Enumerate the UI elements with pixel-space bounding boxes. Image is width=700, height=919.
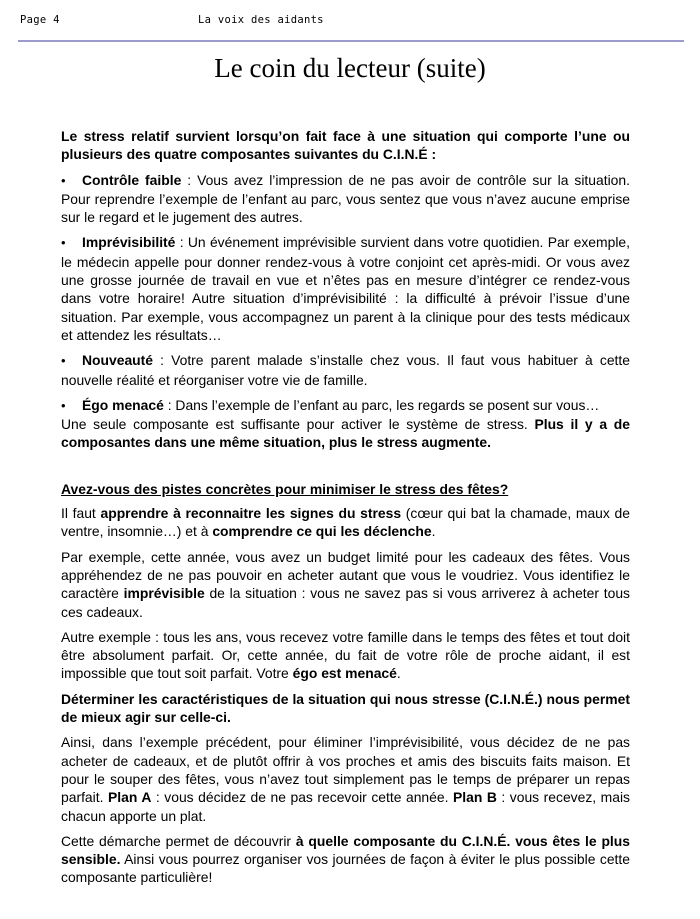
bullet-icon: • (61, 235, 66, 251)
component-item: • Imprévisibilité : Un événement imprévisible survient dans votre quotidien. Par exemple, le médecin appelle pour donner rendez-vous à votre conjoint cet après-midi. Or vous avez une grosse journée de travail en vue et n’êtes pas en mesure d’intégrer ce rendez-vous dans votre horaire! Autre situation d’imprévisibilité : la difficulté à prévoir l’issue d’une situation. Par exemple, vous accompagnez un parent à la clinique pour des tests médicaux et attendez les résultats… (61, 234, 630, 343)
example-paragraph: Par exemple, cette année, vous avez un budget limité pour les cadeaux des fêtes. Vous appréhendez de ne pas pouvoir en acheter autant que vous le voudriez. Vous identifiez le caractère imprévisible de la situation : vous ne savez pas si vous arriverez à acheter tous ces cadeaux. (61, 548, 631, 620)
section-heading: Avez-vous des pistes concrètes pour minimiser le stress des fêtes? (61, 480, 509, 497)
example-paragraph: Autre exemple : tous les ans, vous recevez votre famille dans le temps des fêtes et tout doit être absolument parfait. Or, cette année, du fait de votre rôle de proche aidant, il est impossible que tout soit parfait. Votre égo est menacé. (61, 628, 630, 682)
recognize-paragraph: Il faut apprendre à reconnaitre les signes du stress (cœur qui bat la chamade, maux de ventre, insomnie…) et à comprendre ce qui les déclenche. (61, 505, 630, 540)
bullet-icon: • (61, 353, 66, 369)
component-item: • Nouveauté : Votre parent malade s’installe chez vous. Il faut vous habituer à cette nouvelle réalité et réorganiser votre vie de famille. (61, 352, 630, 388)
page-number: Page 4 (20, 14, 60, 26)
determine-paragraph: Déterminer les caractéristiques de la situation qui nous stresse (C.I.N.É.) nous permet de mieux agir sur celle-ci. (61, 690, 630, 726)
bullet-icon: • (61, 172, 66, 188)
intro-paragraph: Le stress relatif survient lorsqu’on fait face à une situation qui comporte l’une ou plusieurs des quatre composantes suivantes du C.I.N.É : (61, 128, 630, 163)
page-title: Le coin du lecteur (suite) (214, 53, 486, 83)
plans-paragraph: Ainsi, dans l’exemple précédent, pour éliminer l’imprévisibilité, vous décidez de ne pas acheter de cadeaux, et de plutôt offrir à vos proches et amis des biscuits faits maison. Et pour le souper des fêtes, vous n’avez tout simplement pas le temps de préparer un repas parfait. Plan A : vous décidez de ne pas recevoir cette année. Plan B : vous recevez, mais chacun apporte un plat. (61, 734, 630, 824)
single-component-paragraph: Une seule composante est suffisante pour activer le système de stress. Plus il y a de composantes dans une même situation, plus le stress augmente. (61, 416, 630, 451)
component-item: • Contrôle faible : Vous avez l’impression de ne pas avoir de contrôle sur la situation. Pour reprendre l’exemple de l’enfant au parc, vous sentez que vous n’avez aucune emprise sur le regard et le jugement des autres. (61, 171, 630, 226)
page-header (18, 10, 684, 42)
component-item: • Égo menacé : Dans l’exemple de l’enfant au parc, les regards se posent sur vous… (61, 396, 630, 415)
conclusion-paragraph: Cette démarche permet de découvrir à quelle composante du C.I.N.É. vous êtes le plus sensible. Ainsi vous pourrez organiser vos journées de façon à éviter le plus possible cette composante particulière! (61, 832, 631, 886)
bullet-icon: • (61, 397, 66, 413)
article-body (61, 127, 630, 894)
publication-name: La voix des aidants (198, 14, 324, 26)
